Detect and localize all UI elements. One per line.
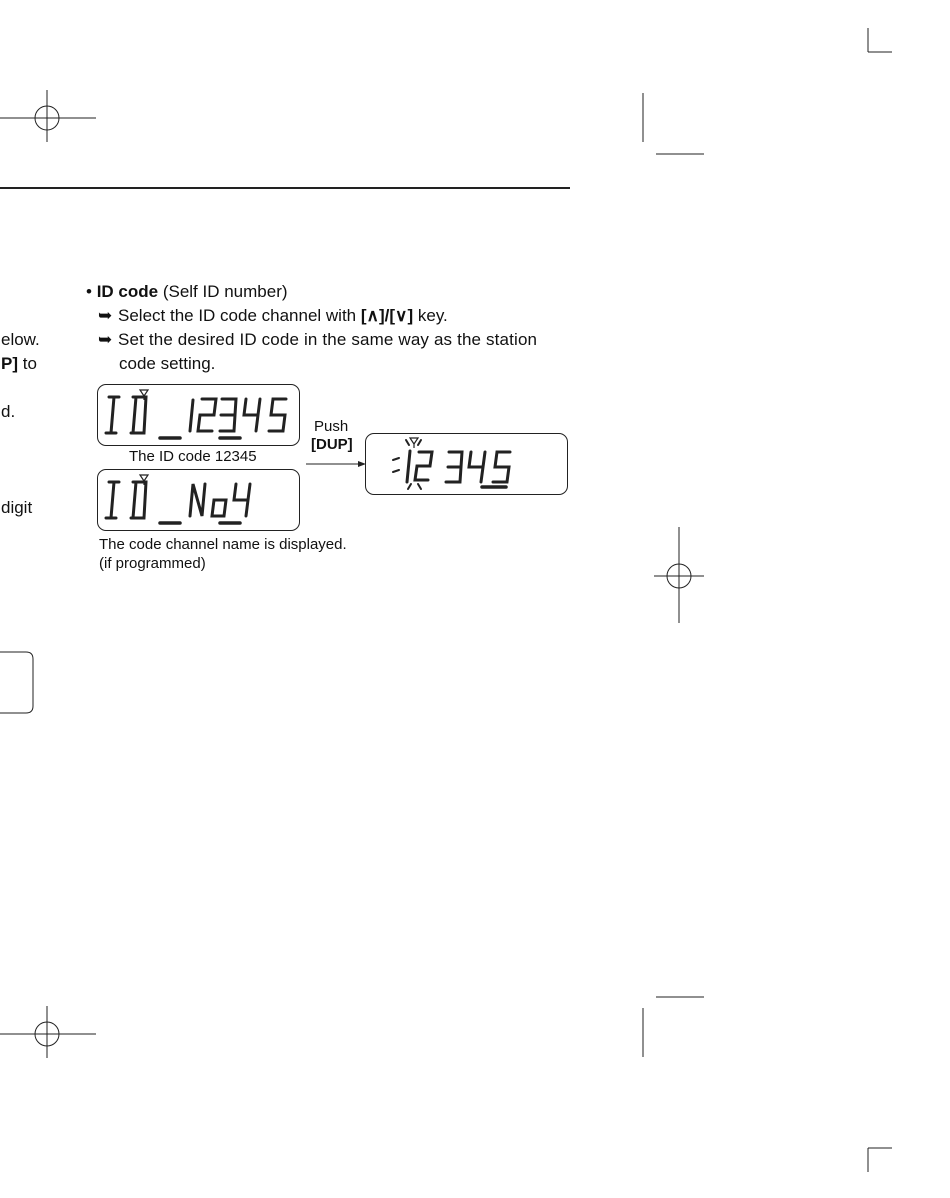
- step-2: [98, 328, 570, 352]
- lcd-display-id-code: [97, 384, 300, 446]
- heading-rest: (Self ID number): [158, 282, 288, 301]
- registration-mark-bottom-left: [0, 1006, 100, 1066]
- lcd1-segments: [98, 385, 299, 445]
- push-label: Push: [314, 418, 349, 435]
- left-fragment-4: digit: [1, 498, 33, 517]
- lcd2-caption-line2: (if programmed): [99, 555, 206, 572]
- left-fragment-1: elow.: [1, 330, 40, 349]
- antenna-icon: [409, 437, 419, 449]
- bullet: •: [86, 282, 92, 301]
- step-arrow-icon: ➥: [98, 306, 113, 325]
- step-2-cont: code setting.: [119, 354, 216, 373]
- left-fragment-2: [1, 352, 37, 376]
- section-heading: [86, 280, 288, 304]
- left-fragment-2-rest: to: [18, 354, 37, 373]
- step-1: [98, 304, 448, 328]
- lcd-display-channel-name: [97, 469, 300, 531]
- push-key-label: [DUP]: [311, 436, 353, 453]
- step-2-line1: Set the desired ID code in the same way as the station: [118, 330, 538, 349]
- heading-bold: ID code: [96, 282, 159, 301]
- left-fragment-2-bold: P]: [1, 354, 18, 373]
- step-1-pre: Select the ID code channel with: [118, 306, 361, 325]
- lcd2-caption-line1: The code channel name is displayed.: [99, 536, 347, 553]
- left-fragment-3: d.: [1, 402, 16, 421]
- lcd1-caption: The ID code 12345: [129, 448, 257, 465]
- lcd3-segments: [366, 434, 567, 494]
- step-arrow-icon: ➥: [98, 330, 113, 349]
- registration-mark-right: [650, 527, 710, 627]
- antenna-icon: [139, 474, 149, 486]
- antenna-icon: [139, 389, 149, 401]
- step-1-keys: [∧]/[∨]: [360, 306, 414, 325]
- step-1-post: key.: [413, 306, 448, 325]
- registration-mark-top-left: [0, 90, 100, 150]
- lcd2-segments: [98, 470, 299, 530]
- lcd-display-id-edit: [365, 433, 568, 495]
